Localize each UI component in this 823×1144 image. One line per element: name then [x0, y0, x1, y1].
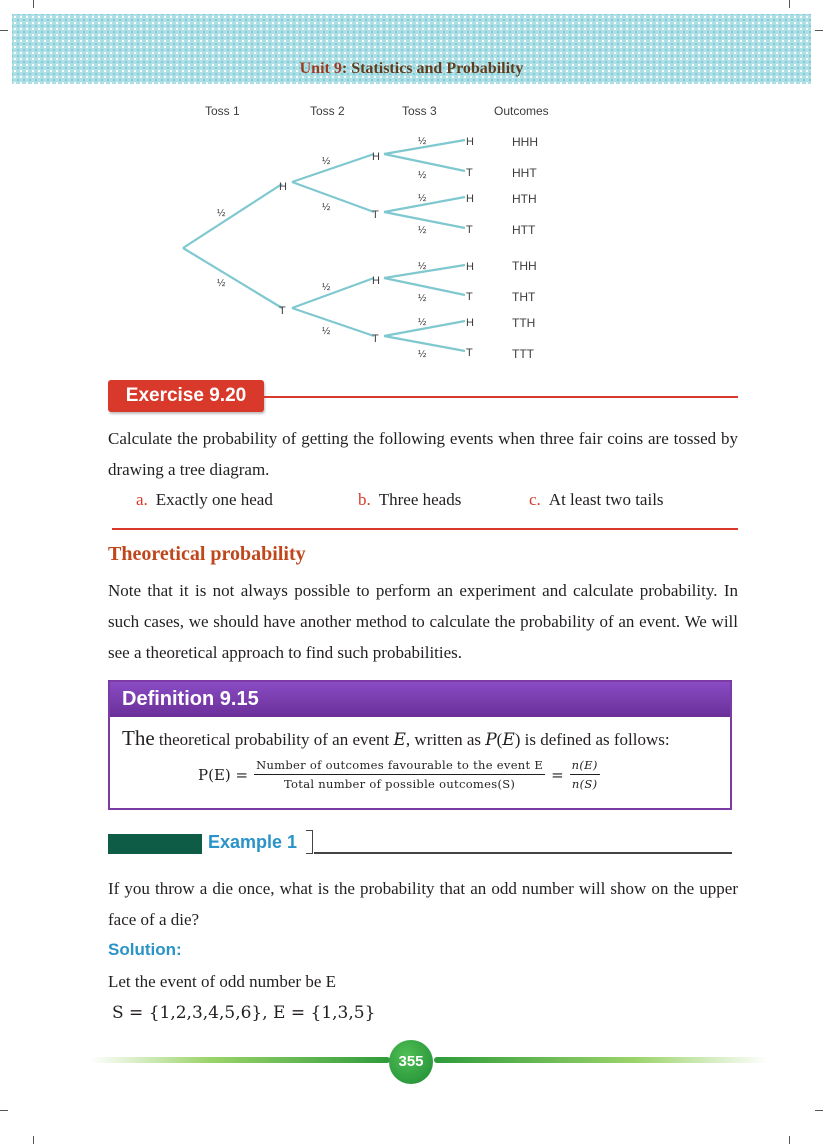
tree-header-toss3: Toss 3 [402, 104, 437, 118]
outcome-label: TTH [512, 316, 536, 330]
definition-box [108, 680, 732, 810]
tree-node-t: T [466, 291, 473, 303]
formula-denominator: Total number of possible outcomes(S) [283, 777, 516, 791]
outcome-label: HHT [512, 166, 537, 180]
branch-probability-label: ½ [418, 261, 427, 272]
outcome-label: THT [512, 290, 536, 304]
page-number: 355 [389, 1040, 433, 1084]
crop-mark [33, 0, 34, 8]
branch-line [183, 184, 282, 248]
tree-node-t: T [466, 347, 473, 359]
tree-node-t: T [372, 209, 379, 221]
crop-mark [0, 30, 8, 31]
branch-probability-label: ½ [322, 202, 331, 213]
item-text: Three heads [378, 490, 462, 509]
tree-node-t: T [279, 305, 286, 317]
definition-text-rest: theoretical probability of an event 𝐸, written as 𝑃(𝐸) is defined as follows: [154, 730, 670, 749]
outcome-label: HTH [512, 192, 537, 206]
unit-title-rest: : Statistics and Probability [341, 60, 524, 77]
branch-probability-label: ½ [322, 156, 331, 167]
crop-mark [0, 1110, 8, 1111]
crop-mark [33, 1136, 34, 1144]
solution-line-2: S = {1,2,3,4,5,6}, E = {1,3,5} [112, 1003, 376, 1023]
exercise-end-rule [112, 528, 738, 530]
tree-header-toss2: Toss 2 [310, 104, 345, 118]
branch-probability-label: ½ [418, 193, 427, 204]
branch-line [384, 154, 465, 171]
branch-probability-label: ½ [418, 349, 427, 360]
exercise-rule [264, 396, 738, 398]
definition-text-the: The [122, 726, 155, 750]
item-text: At least two tails [548, 490, 664, 509]
tree-node-h: H [372, 151, 380, 163]
branch-probability-label: ½ [418, 317, 427, 328]
exercise-item-b [358, 490, 461, 510]
footer-rule-right [434, 1057, 768, 1063]
formula-lhs: P(E) = [198, 765, 249, 784]
example-marker-bar [108, 834, 202, 854]
tree-node-t: T [466, 167, 473, 179]
outcome-label: HHH [512, 135, 538, 149]
branch-probability-label: ½ [418, 293, 427, 304]
crop-mark [815, 30, 823, 31]
item-label: b. [358, 490, 371, 509]
outcome-label: HTT [512, 223, 536, 237]
branch-line [292, 278, 374, 308]
branch-probability-label: ½ [418, 225, 427, 236]
exercise-item-c [529, 490, 664, 510]
tree-node-h: H [466, 317, 474, 329]
example-title: Example 1 [208, 832, 298, 852]
branch-probability-label: ½ [418, 136, 427, 147]
branch-probability-label: ½ [217, 208, 226, 219]
definition-title: Definition 9.15 [110, 682, 730, 717]
branch-probability-label: ½ [217, 278, 226, 289]
solution-line-1: Let the event of odd number be E [108, 972, 337, 991]
tree-header-outcomes: Outcomes [494, 104, 549, 118]
item-label: a. [136, 490, 148, 509]
branch-probability-label: ½ [322, 326, 331, 337]
branch-line [292, 182, 374, 212]
outcome-label: TTT [512, 347, 534, 361]
tree-node-h: H [466, 261, 474, 273]
exercise-question: Calculate the probability of getting the following events when three fair coins are tossed by drawing a tree diagram. [108, 429, 738, 479]
formula-equals: = [551, 765, 564, 784]
formula-rhs-numerator: n(E) [570, 758, 600, 775]
example-question: If you throw a die once, what is the probability that an odd number will show on the upper face of a die? [108, 879, 738, 929]
exercise-title: Exercise 9.20 [108, 380, 264, 412]
formula-fraction [254, 758, 545, 791]
tree-node-h: H [466, 193, 474, 205]
item-text: Exactly one head [155, 490, 273, 509]
tree-node-h: H [372, 275, 380, 287]
outcome-label: THH [512, 259, 537, 273]
unit-title-prefix: Unit 9 [299, 60, 342, 77]
probability-formula [198, 758, 606, 791]
tree-node-h: H [279, 181, 287, 193]
section-title: Theoretical probability [108, 543, 306, 565]
solution-label: Solution: [108, 940, 182, 959]
item-label: c. [529, 490, 541, 509]
formula-rhs-fraction [570, 758, 600, 791]
formula-numerator: Number of outcomes favourable to the event E [254, 758, 545, 775]
tree-node-t: T [466, 224, 473, 236]
footer-rule-left [90, 1057, 390, 1063]
crop-mark [815, 1110, 823, 1111]
branch-probability-label: ½ [322, 282, 331, 293]
exercise-item-a [136, 490, 273, 510]
branch-probability-label: ½ [418, 170, 427, 181]
example-bracket [306, 830, 313, 854]
tree-header-toss1: Toss 1 [205, 104, 240, 118]
tree-node-t: T [372, 333, 379, 345]
probability-tree-diagram [180, 98, 600, 366]
crop-mark [789, 1136, 790, 1144]
crop-mark [789, 0, 790, 8]
unit-title [0, 60, 823, 78]
theoretical-paragraph: Note that it is not always possible to perform an experiment and calculate probability. In such cases, we should have another method to calculate the probability of an event. We will see a theoretical approach to find such probabilities. [108, 581, 738, 662]
definition-text [122, 726, 670, 751]
branch-line [292, 154, 374, 182]
formula-rhs-denominator: n(S) [571, 777, 598, 791]
branch-line [292, 308, 374, 336]
branch-line [183, 248, 282, 308]
tree-node-h: H [466, 136, 474, 148]
example-rule [314, 852, 732, 854]
